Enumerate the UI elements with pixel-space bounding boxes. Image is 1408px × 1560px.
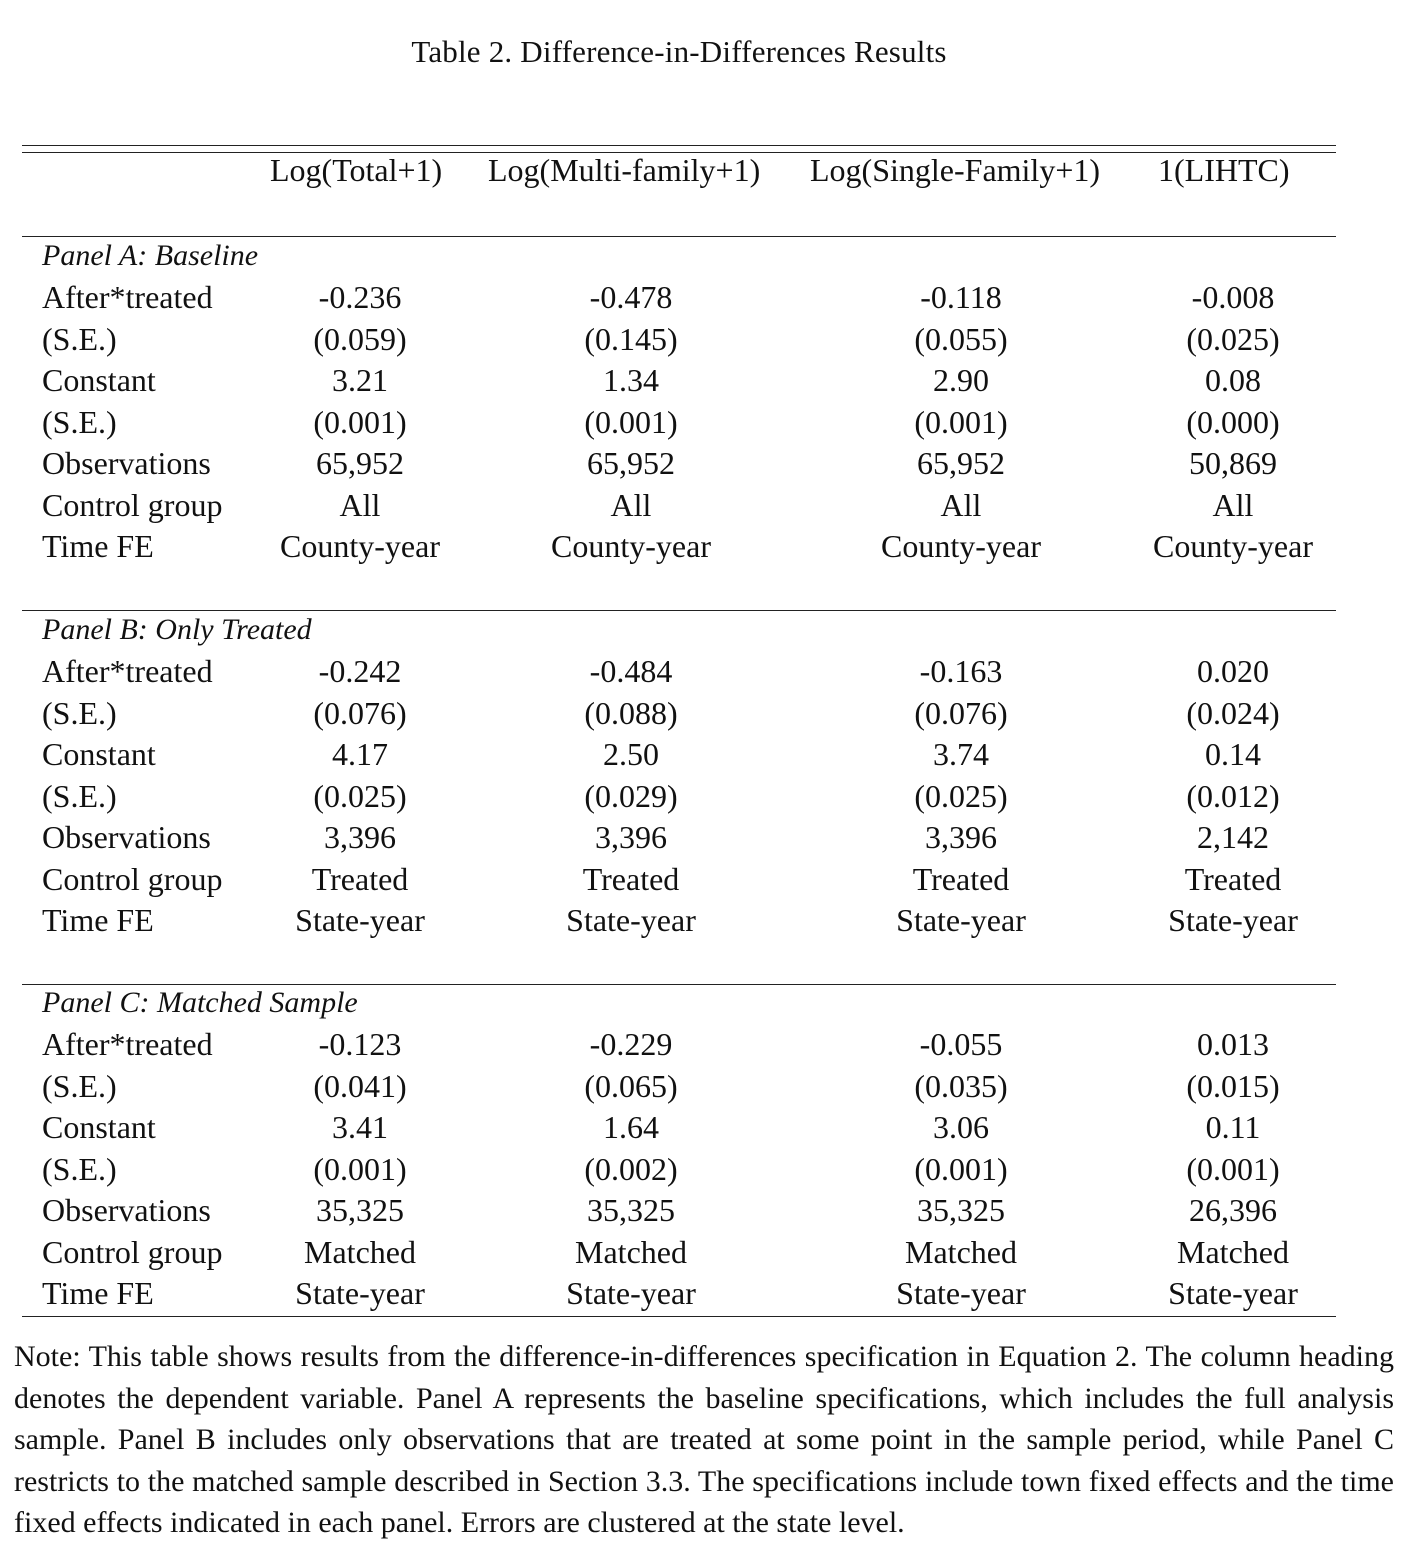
panel-b-cell-single-family: (0.076)	[914, 694, 1008, 731]
panel-a-cell-single-family: 65,952	[917, 445, 1005, 481]
row-label: (S.E.)	[42, 1150, 117, 1187]
panel-a-cell-multi-family: (0.001)	[584, 403, 678, 440]
panel-b-cell-single-family: (0.025)	[914, 777, 1008, 814]
panel-a-cell-multi-family: (0.145)	[584, 320, 678, 357]
row-label: Observations	[42, 445, 211, 481]
top-rule-1	[22, 145, 1336, 146]
panel-b-cell-multi-family: (0.088)	[584, 694, 678, 731]
panel-a-cell-total: County-year	[280, 528, 440, 564]
column-header-multi-family: Log(Multi-family+1)	[488, 152, 761, 188]
panel-b-title: Panel B: Only Treated	[42, 613, 312, 646]
row-label: Constant	[42, 362, 156, 398]
row-label: Constant	[42, 736, 156, 772]
row-label: Control group	[42, 860, 223, 897]
panel-b-cell-multi-family: 2.50	[603, 736, 659, 772]
panel-c-cell-lihtc: 0.11	[1205, 1109, 1261, 1145]
panel-separator-rule	[22, 610, 1336, 611]
panel-a-cell-single-family: All	[940, 486, 982, 523]
panel-b-cell-lihtc: 0.020	[1197, 653, 1269, 689]
row-label: (S.E.)	[42, 320, 117, 357]
panel-c-cell-single-family: Matched	[905, 1233, 1017, 1270]
panel-b-cell-lihtc: Treated	[1184, 860, 1282, 897]
row-label: (S.E.)	[42, 1067, 117, 1104]
row-label: Observations	[42, 1192, 211, 1228]
panel-c-cell-single-family: -0.055	[919, 1026, 1003, 1062]
panel-c-cell-multi-family: (0.065)	[584, 1067, 678, 1104]
panel-a-cell-total: -0.236	[318, 279, 402, 315]
row-label: (S.E.)	[42, 403, 117, 440]
panel-a-cell-single-family: County-year	[881, 528, 1041, 564]
panel-b-cell-lihtc: 0.14	[1205, 736, 1261, 772]
panel-b-cell-single-family: -0.163	[919, 653, 1003, 689]
panel-separator-rule	[22, 984, 1336, 985]
column-header-lihtc: 1(LIHTC)	[1158, 152, 1290, 188]
panel-a-cell-lihtc: 50,869	[1189, 445, 1277, 481]
panel-c-cell-multi-family: 35,325	[587, 1192, 675, 1228]
panel-b-cell-lihtc: State-year	[1168, 902, 1298, 938]
panel-a-cell-multi-family: County-year	[551, 528, 711, 564]
panel-a-cell-multi-family: -0.478	[589, 279, 673, 315]
panel-b-cell-single-family: 3,396	[925, 819, 997, 855]
panel-a-cell-lihtc: (0.025)	[1186, 320, 1280, 357]
panel-b-cell-lihtc: 2,142	[1197, 819, 1269, 855]
panel-b-cell-multi-family: Treated	[582, 860, 680, 897]
panel-c-cell-total: 3.41	[332, 1109, 388, 1145]
panel-b-cell-total: (0.025)	[313, 777, 407, 814]
panel-c-cell-total: (0.001)	[313, 1150, 407, 1187]
panel-a-cell-multi-family: All	[610, 486, 652, 523]
panel-b-cell-multi-family: 3,396	[595, 819, 667, 855]
panel-a-cell-single-family: (0.055)	[914, 320, 1008, 357]
row-label: Time FE	[42, 902, 154, 938]
table-note: Note: This table shows results from the difference-in-differences specification in Equation 2. The column heading denotes the dependent variable. Panel A represents the baseline specifications, which includes the full analysis sample. Panel B includes only observations that are treated at some point in the sample period, while Panel C restricts to the matched sample described in Section 3.3. The specifications include town fixed effects and the time fixed effects indicated in each panel. Errors are clustered at the state level.	[14, 1340, 1394, 1539]
panel-a-cell-single-family: -0.118	[920, 279, 1002, 315]
panel-c-cell-total: 35,325	[316, 1192, 404, 1228]
panel-c-cell-multi-family: Matched	[575, 1233, 687, 1270]
row-label: Control group	[42, 486, 223, 523]
panel-a-cell-lihtc: -0.008	[1191, 279, 1275, 315]
panel-a-cell-total: (0.059)	[313, 320, 407, 357]
panel-b-cell-multi-family: State-year	[566, 902, 696, 938]
row-label: Time FE	[42, 1275, 154, 1311]
panel-b-cell-lihtc: (0.024)	[1186, 694, 1280, 731]
bottom-rule	[22, 1316, 1336, 1317]
row-label: Constant	[42, 1109, 156, 1145]
row-label: After*treated	[42, 279, 213, 315]
panel-c-cell-single-family: (0.035)	[914, 1067, 1008, 1104]
panel-b-cell-total: (0.076)	[313, 694, 407, 731]
panel-c-cell-total: State-year	[295, 1275, 425, 1311]
panel-a-cell-lihtc: (0.000)	[1186, 403, 1280, 440]
row-label: Time FE	[42, 528, 154, 564]
panel-a-cell-multi-family: 1.34	[603, 362, 659, 398]
panel-c-title: Panel C: Matched Sample	[42, 986, 358, 1019]
table-title: Table 2. Difference-in-Differences Results	[411, 34, 947, 69]
panel-c-cell-lihtc: State-year	[1168, 1275, 1298, 1311]
panel-b-cell-lihtc: (0.012)	[1186, 777, 1280, 814]
row-label: After*treated	[42, 653, 213, 689]
panel-c-cell-total: (0.041)	[313, 1067, 407, 1104]
panel-c-cell-total: Matched	[304, 1233, 416, 1270]
panel-a-cell-single-family: 2.90	[933, 362, 989, 398]
row-label: (S.E.)	[42, 777, 117, 814]
panel-a-cell-lihtc: All	[1212, 486, 1254, 523]
panel-c-cell-multi-family: -0.229	[589, 1026, 673, 1062]
panel-a-cell-total: All	[339, 486, 381, 523]
panel-b-cell-single-family: 3.74	[933, 736, 989, 772]
row-label: Observations	[42, 819, 211, 855]
panel-c-cell-multi-family: (0.002)	[584, 1150, 678, 1187]
panel-b-cell-total: -0.242	[318, 653, 402, 689]
panel-a-cell-total: 65,952	[316, 445, 404, 481]
panel-c-cell-lihtc: (0.015)	[1186, 1067, 1280, 1104]
panel-c-cell-single-family: 35,325	[917, 1192, 1005, 1228]
panel-c-cell-single-family: (0.001)	[914, 1150, 1008, 1187]
panel-c-cell-multi-family: State-year	[566, 1275, 696, 1311]
row-label: Control group	[42, 1233, 223, 1270]
panel-a-cell-total: 3.21	[332, 362, 388, 398]
panel-c-cell-lihtc: (0.001)	[1186, 1150, 1280, 1187]
panel-a-cell-multi-family: 65,952	[587, 445, 675, 481]
panel-c-cell-lihtc: 0.013	[1197, 1026, 1269, 1062]
panel-b-cell-multi-family: (0.029)	[584, 777, 678, 814]
panel-b-cell-total: 4.17	[332, 736, 388, 772]
panel-c-cell-lihtc: 26,396	[1189, 1192, 1277, 1228]
panel-a-title: Panel A: Baseline	[42, 239, 259, 272]
column-header-single-family: Log(Single-Family+1)	[810, 152, 1101, 188]
panel-b-cell-total: State-year	[295, 902, 425, 938]
panel-c-cell-total: -0.123	[318, 1026, 402, 1062]
row-label: After*treated	[42, 1026, 213, 1062]
panel-a-cell-single-family: (0.001)	[914, 403, 1008, 440]
panel-b-cell-total: Treated	[311, 860, 409, 897]
panel-a-cell-total: (0.001)	[313, 403, 407, 440]
panel-a-cell-lihtc: 0.08	[1205, 362, 1261, 398]
panel-c-cell-single-family: State-year	[896, 1275, 1026, 1311]
panel-c-cell-single-family: 3.06	[933, 1109, 989, 1145]
panel-b-cell-total: 3,396	[324, 819, 396, 855]
row-label: (S.E.)	[42, 694, 117, 731]
panel-b-cell-multi-family: -0.484	[589, 653, 673, 689]
panel-a-cell-lihtc: County-year	[1153, 528, 1313, 564]
column-header-total: Log(Total+1)	[270, 152, 443, 188]
panel-c-cell-lihtc: Matched	[1177, 1233, 1289, 1270]
panel-b-cell-single-family: Treated	[912, 860, 1010, 897]
panel-b-cell-single-family: State-year	[896, 902, 1026, 938]
panel-c-cell-multi-family: 1.64	[603, 1109, 659, 1145]
